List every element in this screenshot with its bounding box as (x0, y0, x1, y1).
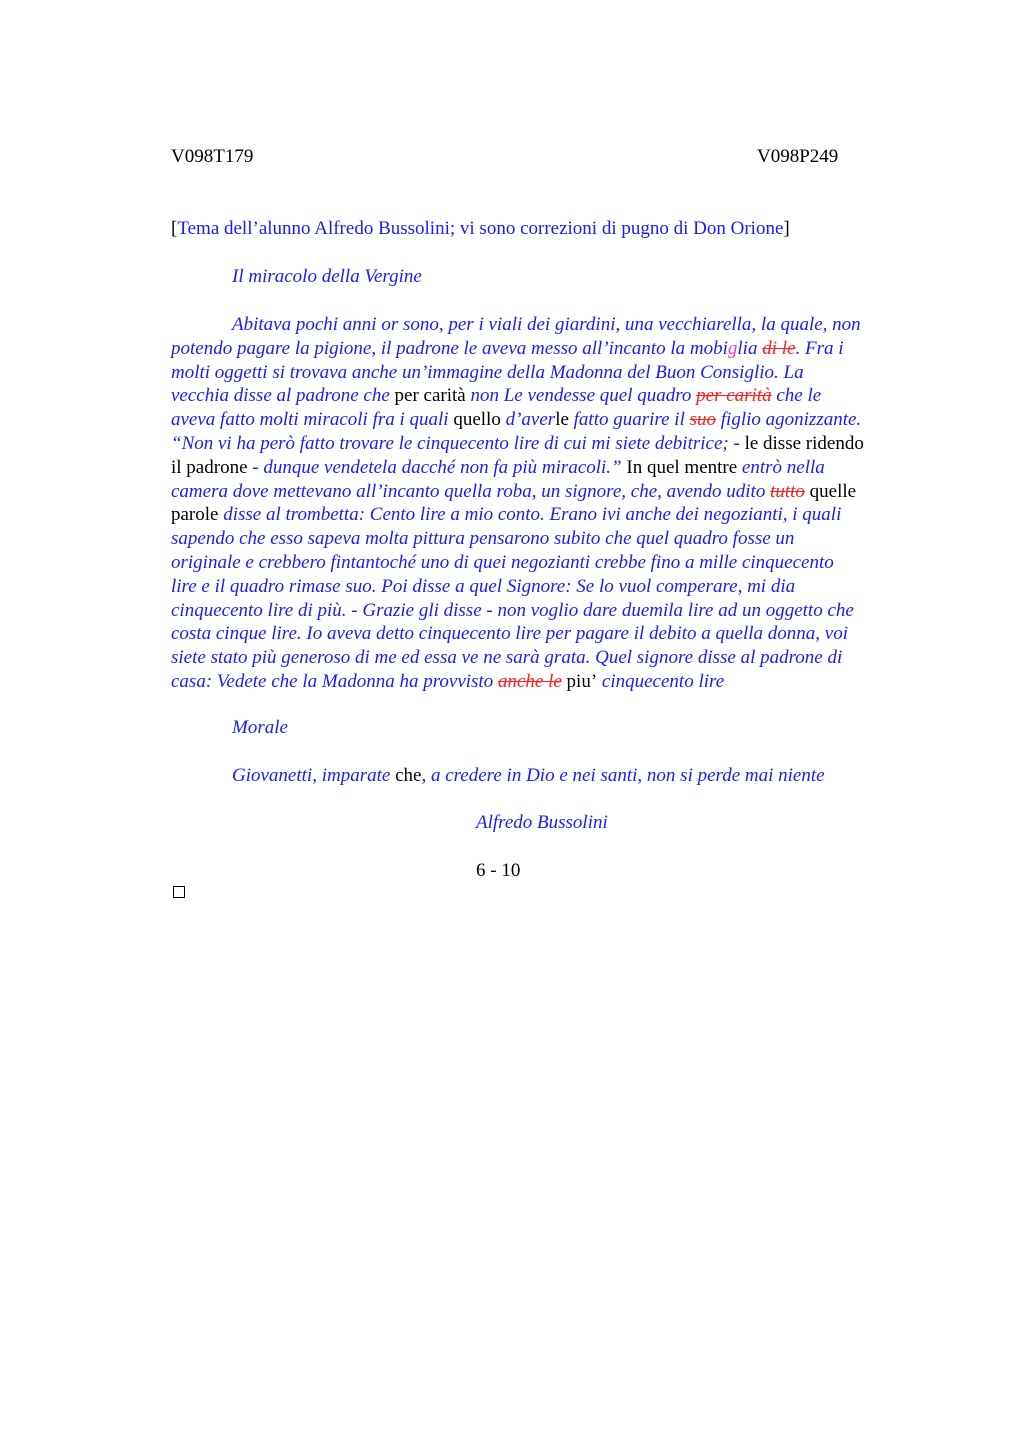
note-open-bracket: [ (171, 218, 178, 239)
morale-text-part: Giovanetti, imparate (232, 765, 396, 786)
body-text: cinquecento lire (597, 670, 725, 692)
body-line (171, 599, 931, 623)
body-text: entrò nella (737, 456, 825, 478)
body-text: vecchia disse al padrone che (171, 385, 395, 407)
correction-text: quelle (804, 480, 857, 502)
body-text: fatto guarire il (568, 409, 690, 431)
body-text: casa: Vedete che la Madonna ha provvisto (171, 670, 498, 692)
correction-text: piu’ (561, 670, 598, 692)
correction-text: il padrone (171, 456, 248, 478)
struck-text: suo (689, 409, 717, 431)
correction-text: le disse ridendo (744, 432, 864, 454)
body-text: camera dove mettevano all’incanto quella roba, un signore, che, avendo udito (171, 480, 771, 502)
note-text: Tema dell’alunno Alfredo Bussolini; vi sono correzioni di pugno di Don Orione (177, 218, 784, 239)
body-text: costa cinque lire. Io aveva detto cinquecento lire per pagare il debito a quella donna, voi (171, 623, 848, 645)
struck-text: per carità (696, 385, 772, 407)
body-line (171, 527, 931, 551)
correction-text: per carità (394, 385, 466, 407)
body-line (171, 432, 931, 456)
morale-heading: Morale (232, 717, 288, 738)
page-range: 6 - 10 (476, 860, 521, 881)
body-line (171, 361, 931, 385)
body-text: non Le vendesse quel quadro (465, 385, 697, 407)
correction-letter: g (727, 337, 738, 359)
correction-text: le (555, 409, 569, 431)
body-line (171, 337, 931, 361)
body-line (171, 456, 931, 480)
body-text: aveva fatto molti miracoli fra i quali (171, 409, 454, 431)
body-text: molti oggetti si trovava anche un’immagine della Madonna del Buon Consiglio. La (171, 361, 804, 383)
body-text: . Fra i (795, 337, 844, 359)
struck-text: tutto (770, 480, 805, 502)
body-text: lire e il quadro rimase suo. Poi disse a quel Signore: Se lo vuol comperare, mi dia (171, 575, 796, 597)
body-text: che le (771, 385, 822, 407)
editorial-note (171, 217, 790, 241)
body-text: disse al trombetta: Cento lire a mio conto. Erano ivi anche dei negozianti, i quali (218, 504, 842, 526)
body-line (171, 408, 931, 432)
correction-text: In quel mentre (626, 456, 738, 478)
body-line (171, 575, 931, 599)
body-text: Abitava pochi anni or sono, per i viali dei giardini, una vecchiarella, la quale, non (232, 314, 861, 335)
essay-body (171, 313, 931, 694)
body-line (171, 646, 931, 670)
signature: Alfredo Bussolini (476, 812, 608, 833)
essay-title: Il miracolo della Vergine (232, 266, 422, 287)
body-text: lia (737, 337, 763, 359)
body-text: potendo pagare la pigione, il padrone le aveva messo all’incanto la mobi (171, 337, 728, 359)
body-text: - dunque vendetela dacché non fa più miracoli.” (247, 456, 627, 478)
empty-square-icon (173, 886, 185, 898)
body-text: cinquecento lire di più. - Grazie gli disse - non voglio dare duemila lire ad un oggetto che (171, 599, 854, 621)
note-close-bracket: ] (783, 218, 790, 239)
morale-text (232, 764, 825, 788)
document-code-left: V098T179 (171, 146, 254, 167)
body-text: sapendo che esso sapeva molta pittura pensarono subito che quel quadro fosse un (171, 528, 795, 550)
body-text: siete stato più generoso di me ed essa ve ne sarà grata. Quel signore disse al padrone di (171, 647, 843, 669)
document-code-right: V098P249 (757, 146, 839, 167)
correction-text: che (395, 765, 422, 786)
body-text: d’aver (500, 409, 556, 431)
struck-text: di le (762, 337, 796, 359)
body-text: originale e crebbero fintantoché uno di quei negozianti crebbe fino a mille cinquecento (171, 551, 834, 573)
body-line (171, 313, 931, 337)
body-text: “Non vi ha però fatto trovare le cinquecento lire di cui mi siete debitrice; - (171, 432, 745, 454)
body-line (171, 503, 931, 527)
struck-text: anche le (497, 670, 562, 692)
body-line (171, 551, 931, 575)
body-line (171, 480, 931, 504)
body-text: figlio agonizzante. (716, 409, 862, 431)
correction-text: parole (171, 504, 219, 526)
body-line (171, 670, 931, 694)
correction-text: quello (453, 409, 501, 431)
body-line (171, 622, 931, 646)
morale-text-part: , a credere in Dio e nei santi, non si perde mai niente (421, 765, 825, 786)
body-line (171, 384, 931, 408)
